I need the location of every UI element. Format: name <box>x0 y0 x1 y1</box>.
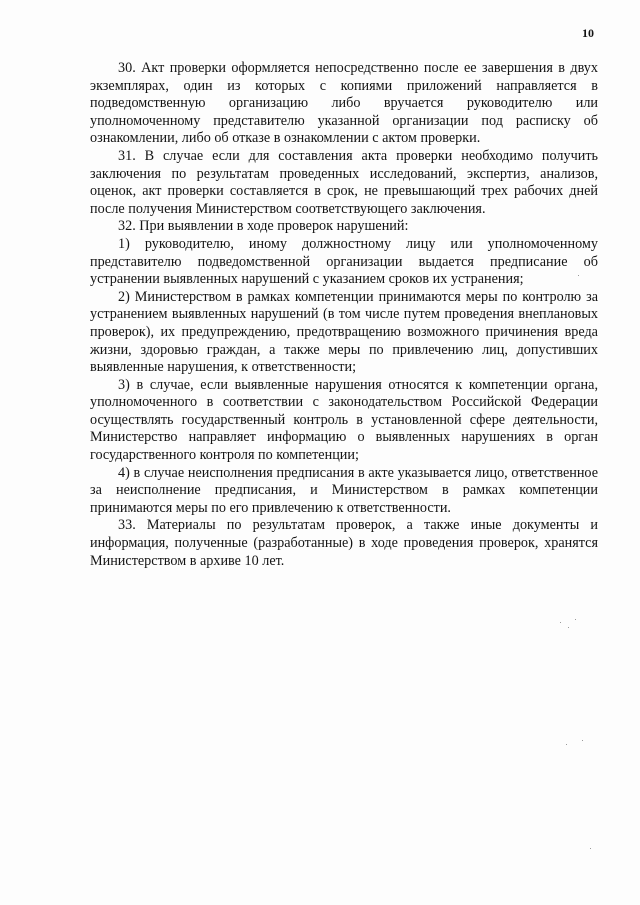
page-number: 10 <box>582 26 594 40</box>
paragraph-33: 33. Материалы по результатам проверок, а также иные документы и информация, полученные (разработанные) в ходе проведения проверок, хранятся Министерством в архиве 10 лет. <box>90 517 598 569</box>
paragraph-32-item-1: 1) руководителю, иному должностному лицу или уполномоченному представителю подведомственной организации выдается предписание об устранении выявленных нарушений с указанием сроков их устранения; <box>90 235 598 288</box>
paragraph-32: 32. При выявлении в ходе проверок нарушений: <box>118 218 409 235</box>
scan-speck <box>582 740 583 741</box>
paragraph-30: 30. Акт проверки оформляется непосредственно после ее завершения в двух экземплярах, один из которых с копиями приложений направляется в подведомственную организацию либо вручается руководителю или уполномоченному представителю указанной организации под расписку об ознакомлении, либо об отказе в ознакомлении с актом проверки. <box>90 60 598 147</box>
scan-speck <box>568 627 569 628</box>
scan-speck <box>575 619 576 620</box>
paragraph-32-item-2: 2) Министерством в рамках компетенции принимаются меры по контролю за устранением выявленных нарушений (в том числе путем проведения внеплановых проверок), их предупреждению, предотвращению возможного причинения вреда жизни, здоровью граждан, а также меры по привлечению лиц, допустивших выявленные нарушения, к ответственности; <box>90 288 598 376</box>
paragraph-32-item-3: 3) в случае, если выявленные нарушения относятся к компетенции органа, уполномоченного в соответствии с законодательством Российской Федерации осуществлять государственный контроль в установленной сфере деятельности, Министерство направляет информацию о выявленных нарушениях в орган государственного контроля по компетенции; <box>90 376 598 464</box>
scan-speck <box>560 622 561 623</box>
document-body <box>90 60 598 570</box>
scan-speck <box>578 275 579 276</box>
scan-speck <box>566 744 567 745</box>
scan-speck <box>590 848 591 849</box>
paragraph-31: 31. В случае если для составления акта проверки необходимо получить заключения по результатам проведенных исследований, экспертиз, анализов, оценок, акт проверки составляется в срок, не превышающий трех рабочих дней после получения Министерством соответствующего заключения. <box>90 147 598 217</box>
paragraph-32-item-4: 4) в случае неисполнения предписания в акте указывается лицо, ответственное за неисполнение предписания, и Министерством в рамках компетенции принимаются меры по его привлечению к ответственности. <box>90 464 598 516</box>
